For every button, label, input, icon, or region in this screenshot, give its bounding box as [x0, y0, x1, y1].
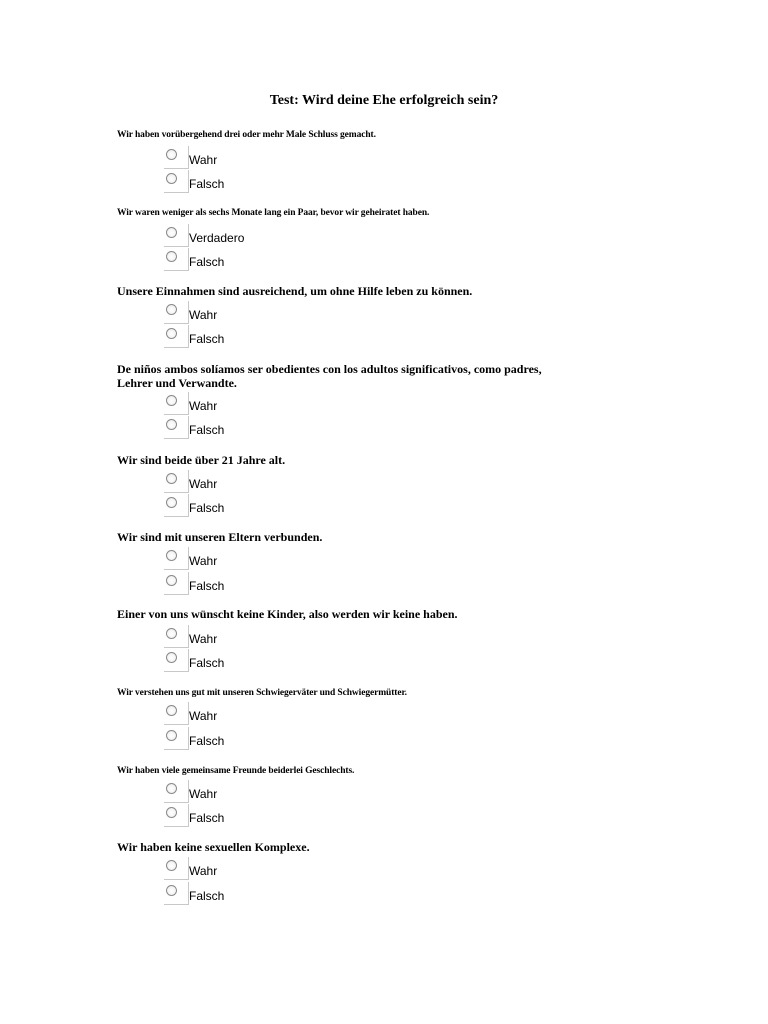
option-q4-true[interactable]: [164, 392, 304, 416]
option-q6-true[interactable]: [164, 547, 304, 571]
radio-button-icon[interactable]: [166, 807, 177, 818]
option-q8-true[interactable]: [164, 702, 304, 726]
option-q1-true[interactable]: [164, 146, 304, 170]
question-2: Wir waren weniger als sechs Monate lang ein Paar, bevor wir geheiratet haben.: [117, 208, 430, 218]
radio-button-icon[interactable]: [166, 173, 177, 184]
option-q9-false[interactable]: [164, 804, 304, 828]
option-q2-false[interactable]: [164, 248, 304, 272]
radio-button-icon[interactable]: [166, 395, 177, 406]
option-label: Wahr: [189, 153, 218, 167]
option-q3-false[interactable]: [164, 325, 304, 349]
option-q6-false[interactable]: [164, 572, 304, 596]
radio-button-icon[interactable]: [166, 730, 177, 741]
question-7: Einer von uns wünscht keine Kinder, also werden wir keine haben.: [117, 607, 458, 621]
question-8: Wir verstehen uns gut mit unseren Schwiegerväter und Schwiegermütter.: [117, 688, 407, 698]
question-6: Wir sind mit unseren Eltern verbunden.: [117, 530, 323, 544]
option-label: Wahr: [189, 477, 218, 491]
radio-button-icon[interactable]: [166, 304, 177, 315]
question-10: Wir haben keine sexuellen Komplexe.: [117, 840, 310, 854]
option-label: Wahr: [189, 632, 218, 646]
option-label: Wahr: [189, 864, 218, 878]
option-q5-true[interactable]: [164, 470, 304, 494]
option-q1-false[interactable]: [164, 170, 304, 194]
question-5: Wir sind beide über 21 Jahre alt.: [117, 453, 286, 467]
option-label: Wahr: [189, 709, 218, 723]
option-label: Falsch: [189, 656, 225, 670]
option-label: Wahr: [189, 554, 218, 568]
radio-button-icon[interactable]: [166, 860, 177, 871]
option-q8-false[interactable]: [164, 727, 304, 751]
option-q4-false[interactable]: [164, 416, 304, 440]
question-4: De niños ambos solíamos ser obedientes con los adultos significativos, como padres, Lehrer und Verwandte.: [117, 362, 542, 390]
radio-button-icon[interactable]: [166, 419, 177, 430]
question-1: Wir haben vorübergehend drei oder mehr Male Schluss gemacht.: [117, 130, 376, 140]
option-label: Falsch: [189, 811, 225, 825]
radio-button-icon[interactable]: [166, 575, 177, 586]
radio-button-icon[interactable]: [166, 473, 177, 484]
option-label: Falsch: [189, 332, 225, 346]
radio-button-icon[interactable]: [166, 497, 177, 508]
radio-button-icon[interactable]: [166, 227, 177, 238]
option-q9-true[interactable]: [164, 780, 304, 804]
option-q5-false[interactable]: [164, 494, 304, 518]
option-label: Falsch: [189, 501, 225, 515]
radio-button-icon[interactable]: [166, 652, 177, 663]
radio-button-icon[interactable]: [166, 705, 177, 716]
option-label: Wahr: [189, 399, 218, 413]
radio-button-icon[interactable]: [166, 885, 177, 896]
page-title: Test: Wird deine Ehe erfolgreich sein?: [269, 93, 499, 108]
radio-button-icon[interactable]: [166, 628, 177, 639]
option-label: Wahr: [189, 787, 218, 801]
radio-button-icon[interactable]: [166, 149, 177, 160]
option-label: Falsch: [189, 889, 225, 903]
option-q10-true[interactable]: [164, 857, 304, 881]
option-label: Falsch: [189, 579, 225, 593]
option-label: Falsch: [189, 177, 225, 191]
option-q10-false[interactable]: [164, 882, 304, 906]
option-label: Verdadero: [189, 231, 245, 245]
question-3: Unsere Einnahmen sind ausreichend, um ohne Hilfe leben zu können.: [117, 284, 473, 298]
option-q7-false[interactable]: [164, 649, 304, 673]
option-q7-true[interactable]: [164, 625, 304, 649]
option-label: Wahr: [189, 308, 218, 322]
radio-button-icon[interactable]: [166, 550, 177, 561]
question-9: Wir haben viele gemeinsame Freunde beiderlei Geschlechts.: [117, 766, 355, 776]
radio-button-icon[interactable]: [166, 328, 177, 339]
radio-button-icon[interactable]: [166, 783, 177, 794]
option-label: Falsch: [189, 255, 225, 269]
option-label: Falsch: [189, 423, 225, 437]
option-q3-true[interactable]: [164, 301, 304, 325]
radio-button-icon[interactable]: [166, 251, 177, 262]
option-q2-true[interactable]: [164, 224, 304, 248]
option-label: Falsch: [189, 734, 225, 748]
